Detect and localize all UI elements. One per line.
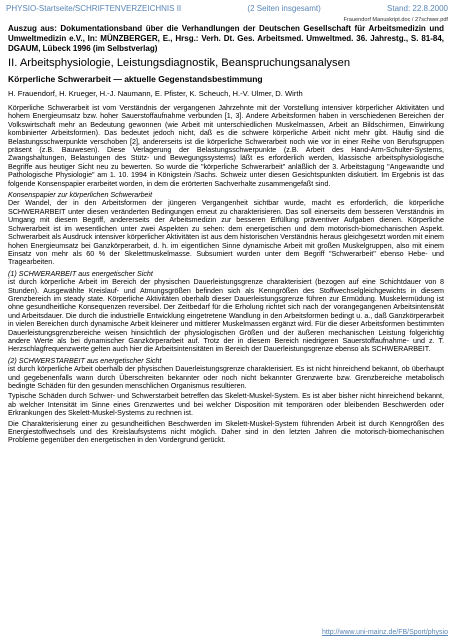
body-paragraph: Körperliche Schwerarbeit ist vom Verständnis der vergangenen Jahrzehnte mit der Vorstellung intensiver körperlicher Aktivitäten und hohem Energieumsatz bzw. hoher Sauerstoffaufnahme verbunden [1, 3]. Andere Arbeitsformen haben in verschiedenen Bereichen der Volkswirtschaft mehr an Bedeutung gewonnen (wie Arbeit mit unterschiedlichen Muskelmassen, Arbeit an Bildschirmen, Einwirkung kombinierter Arbeitsformen). Das bedeutet jedoch nicht, daß es die schwere körperliche Arbeit nicht mehr gibt. Häufig sind die Belastungsschwerpunkte verschoben [2], andererseits ist die körperliche Schwerarbeit noch wie vor in einer Reihe von Berufsgruppen präsent (z.B. Bauwesen). Diese Verlagerung der Belastungsschwerpunkte (z.B. Arbeit des Hand-Arm-Schulter-Systems, Zwangshaltungen, Belastungen des Stütz- und Bewegungssystems) läßt es erforderlich werden, klassische arbeitsphysiologische Begriffe aus heutiger Sicht neu zu bewerten. So wurde die "körperliche Schwerarbeit" anläßlich der 3. Arbeitstagung "Angewandte und Pathologische Physiologie" am 1. 10. 1994 in Königstein /Sachs. Schweiz unter diesen Gesichtspunkten diskutiert. Im Ergebnis ist das folgende Konsenspapier erarbeitet worden, in dem die erörterten Sachverhalte zusammengefaßt sind. bbox=[8, 104, 444, 188]
body-paragraph: Die Charakterisierung einer zu gesundheitlichen Beschwerden im Skelett-Muskel-System führenden Arbeit ist durch Kenngrößen des Energiestoffwechsels und des Kreislaufsystems nicht möglich. Daher sind in den letzten Jahren die motorisch-biomechanischen Probleme gegenüber den energetischen in den Vordergrund gerückt. bbox=[8, 419, 444, 445]
pages-note: (2 Seiten insgesamt) bbox=[247, 3, 321, 13]
body-paragraph: Typische Schäden durch Schwer- und Schwerstarbeit betreffen das Skelett-Muskel-System. Es ist aber bisher nicht hinreichend bekannt, ab welcher Intensität im Sinne eines Grenzwertes und bei welcher Disposition mit temporären oder bleibenden Beschwerden oder Erkrankungen des Skelett-Muskel-Systems zu rechnen ist. bbox=[8, 392, 444, 418]
document-content bbox=[8, 24, 444, 447]
section-heading: (2) SCHWERSTARBEIT aus energetischer Sicht bbox=[8, 356, 162, 365]
section-heading: (1) SCHWERARBEIT aus energetischer Sicht bbox=[8, 269, 153, 278]
source-citation: Auszug aus: Dokumentationsband über die Verhandlungen der Deutschen Gesellschaft für Arbeitsmedizin und Umweltmedizin e.V., In: MÜNZBERGER, E., Hrsg.: Verh. Dt. Ges. Arbeitsmed. Umweltmed. 36. Jahrestg., S. 81-84, DGAUM, Lübeck 1996 (im Selbstverlag) bbox=[8, 24, 444, 53]
page-header bbox=[0, 0, 452, 16]
article-title: Körperliche Schwerarbeit — aktuelle Gegenstandsbestimmung bbox=[8, 74, 263, 84]
article-body bbox=[8, 104, 444, 445]
breadcrumb-link[interactable]: PHYSIO-Startseite/SCHRIFTENVERZEICHNIS II bbox=[6, 3, 182, 13]
section-title: II. Arbeitsphysiologie, Leistungsdiagnostik, Beanspruchungsanalysen bbox=[8, 57, 351, 69]
body-paragraph: Der Wandel, der in den Arbeitsformen der jüngeren Vergangenheit sichtbar wurde, macht es erforderlich, die körperliche SCHWERARBEIT unter diesen veränderten Bedingungen erneut zu charakterisieren. Das soll einerseits dem besseren Verständnis im Umgang mit diesem Begriff, andererseits der Arbeitsmedizin zur besseren Erfüllung präventiver Aufgaben dienen. Körperliche Schwerarbeit ist im wesentlichen unter zwei Aspekten zu sehen: dem energetischen und dem motorisch-biomechanischen Aspekt. Schwerarbeit als Ausdruck intensiver körperlicher Aktivitäten ist aus dem historischen Verständnis heraus gleichgesetzt worden mit einem hohen Energieumsatz bei Ganzkörperarbeit, d. h. im eigentlichen Sinne dynamische Arbeit mit großen Muskelgruppen, also mit einem Einsatz von mehr als 60 % der Skelettmuskelmasse. Subsumiert wurden unter dem Begriff "Schwerarbeit" ebenso Hebe- und Tragearbeiten. bbox=[8, 199, 444, 267]
author-list: H. Frauendorf, H. Krueger, H.-J. Naumann, E. Pfister, K. Scheuch, H.-V. Ulmer, D. Wirth bbox=[8, 89, 303, 98]
body-paragraph: ist durch körperliche Arbeit im Bereich der physischen Dauerleistungsgrenze charakterisiert (bezogen auf eine Schichtdauer von 8 Stunden). Ausgewählte Kreislauf- und Atmungsgrößen befinden sich als Kenngrößen des Stoffwechselgleichgewichts in diesem Grenzbereich im steady state. Körperliche Aktivitäten oberhalb dieser Dauerleistungsgrenze führen zur Ermüdung. Muskelermüdung ist ohne gesundheitliche Konsequenzen reversibel. Der Zeitbedarf für die Erholung richtet sich nach der vorangegangenen Arbeitsintensität und Arbeitsdauer. Die durch die industrielle Entwicklung eingetretene Wandlung in den Arbeitsformen bedingt u. a., daß Ganzkörperarbeit in vielen Bereichen durch dynamische Arbeit kleinerer und mittlerer Muskelmassen ergänzt wird. Für die dieser Arbeitsformen bestimmten Dauerleistungsgrenzbereiche weisen hinsichtlich der physiologischen Größen und der äußeren mechanischen Leistung folgerichtig andere Werte als bei dynamischer Ganzkörperarbeit auf. Trotz der in diesem Bereich niedrigeren Sauerstoffaufnahme- und z. T. Herzschlagfrequenzwerte gelten auch hier die Arbeitsintensitäten im Bereich der Dauerleistungsgrenze ebenso als SCHWERARBEIT. bbox=[8, 278, 444, 354]
file-reference: Frauendorf Manuskript.doc / 27schwer.pdf bbox=[343, 17, 448, 23]
section-heading: Konsenspapier zur körperlichen Schwerarbeit bbox=[8, 191, 153, 200]
status-date: Stand: 22.8.2000 bbox=[387, 3, 448, 13]
body-paragraph: ist durch körperliche Arbeit oberhalb der physischen Dauerleistungsgrenze charakterisiert. Es ist nicht hinreichend bekannt, ob überhaupt und gegebenenfalls wann durch Überschreiten bekannter oder noch nicht bekannter Grenzwerte bzw. Grenzbereiche metabolisch bedingte Schäden für den gesunden menschlichen Organismus resultieren. bbox=[8, 365, 444, 390]
footer-url-link[interactable]: http://www.uni-mainz.de/FB/Sport/physio bbox=[321, 629, 448, 636]
